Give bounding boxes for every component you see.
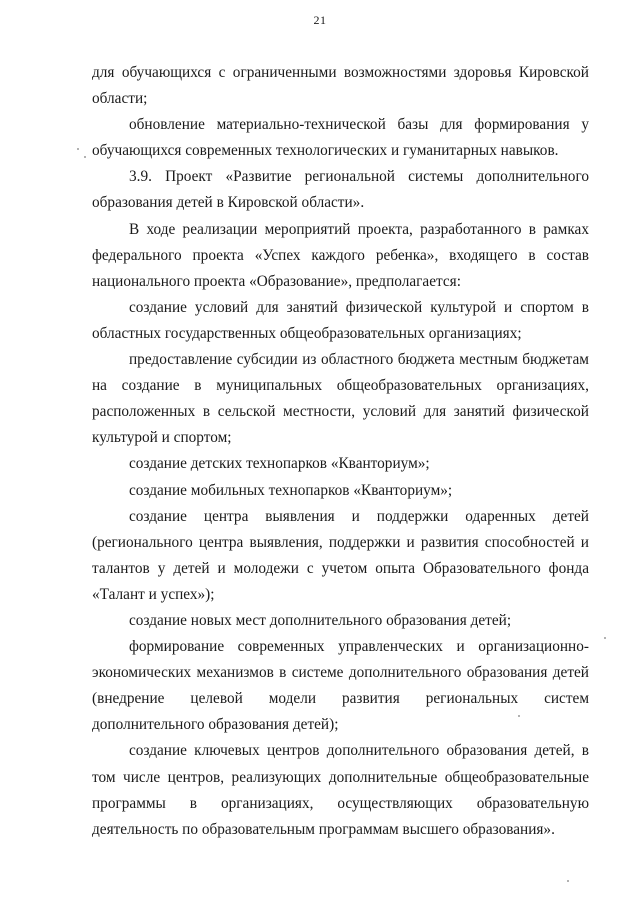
paragraph-new-places: создание новых мест дополнительного образования детей;: [129, 611, 512, 629]
paragraph-subsidy: предоставление субсидии из областного бюджета местным бюджетам на создание в муниципальных общеобразовательных организациях, расположенных в сельской местности, условий для занятий физической культурой и спортом;: [92, 351, 589, 447]
scan-speck: [518, 715, 520, 717]
paragraph-key-centers: создание ключевых центров дополнительного образования детей, в том числе центров, реализующих дополнительные общеобразовательные программы в организациях, осуществляющих образовательную деятельность по образовательным программам высшего образования».: [92, 742, 589, 838]
scan-speck: [77, 148, 79, 150]
paragraph-kvantorium: создание детских технопарков «Кванториум»;: [129, 455, 430, 473]
scan-speck: [604, 637, 606, 639]
page-number: 21: [313, 13, 327, 27]
paragraph-gifted-center: создание центра выявления и поддержки одаренных детей (регионального центра выявления, поддержки и развития способностей и талантов у детей и молодежи с учетом опыта Образовательного фонда «Талант и успех»);: [92, 507, 589, 603]
paragraph-project-intro: В ходе реализации мероприятий проекта, разработанного в рамках федерального проекта «Успех каждого ребенка», входящего в состав национального проекта «Образование», предполагается:: [92, 220, 589, 290]
document-body: [92, 60, 589, 843]
paragraph-mobile-kvantorium: создание мобильных технопарков «Кванториум»;: [129, 481, 453, 499]
paragraph-continuation: для обучающихся с ограниченными возможностями здоровья Кировской области;: [92, 64, 589, 108]
paragraph-project-heading: 3.9. Проект «Развитие региональной системы дополнительного образования детей в Кировской области».: [92, 168, 589, 212]
paragraph-material-base: обновление материально-технической базы для формирования у обучающихся современных технологических и гуманитарных навыков.: [92, 116, 589, 160]
scan-speck: [567, 880, 569, 882]
scan-speck: [84, 156, 86, 158]
paragraph-mechanisms: формирование современных управленческих и организационно-экономических механизмов в системе дополнительного образования детей (внедрение целевой модели развития региональных систем дополнительного образования детей);: [92, 638, 589, 734]
paragraph-sport-conditions: создание условий для занятий физической культурой и спортом в областных государственных общеобразовательных организациях;: [92, 298, 589, 342]
